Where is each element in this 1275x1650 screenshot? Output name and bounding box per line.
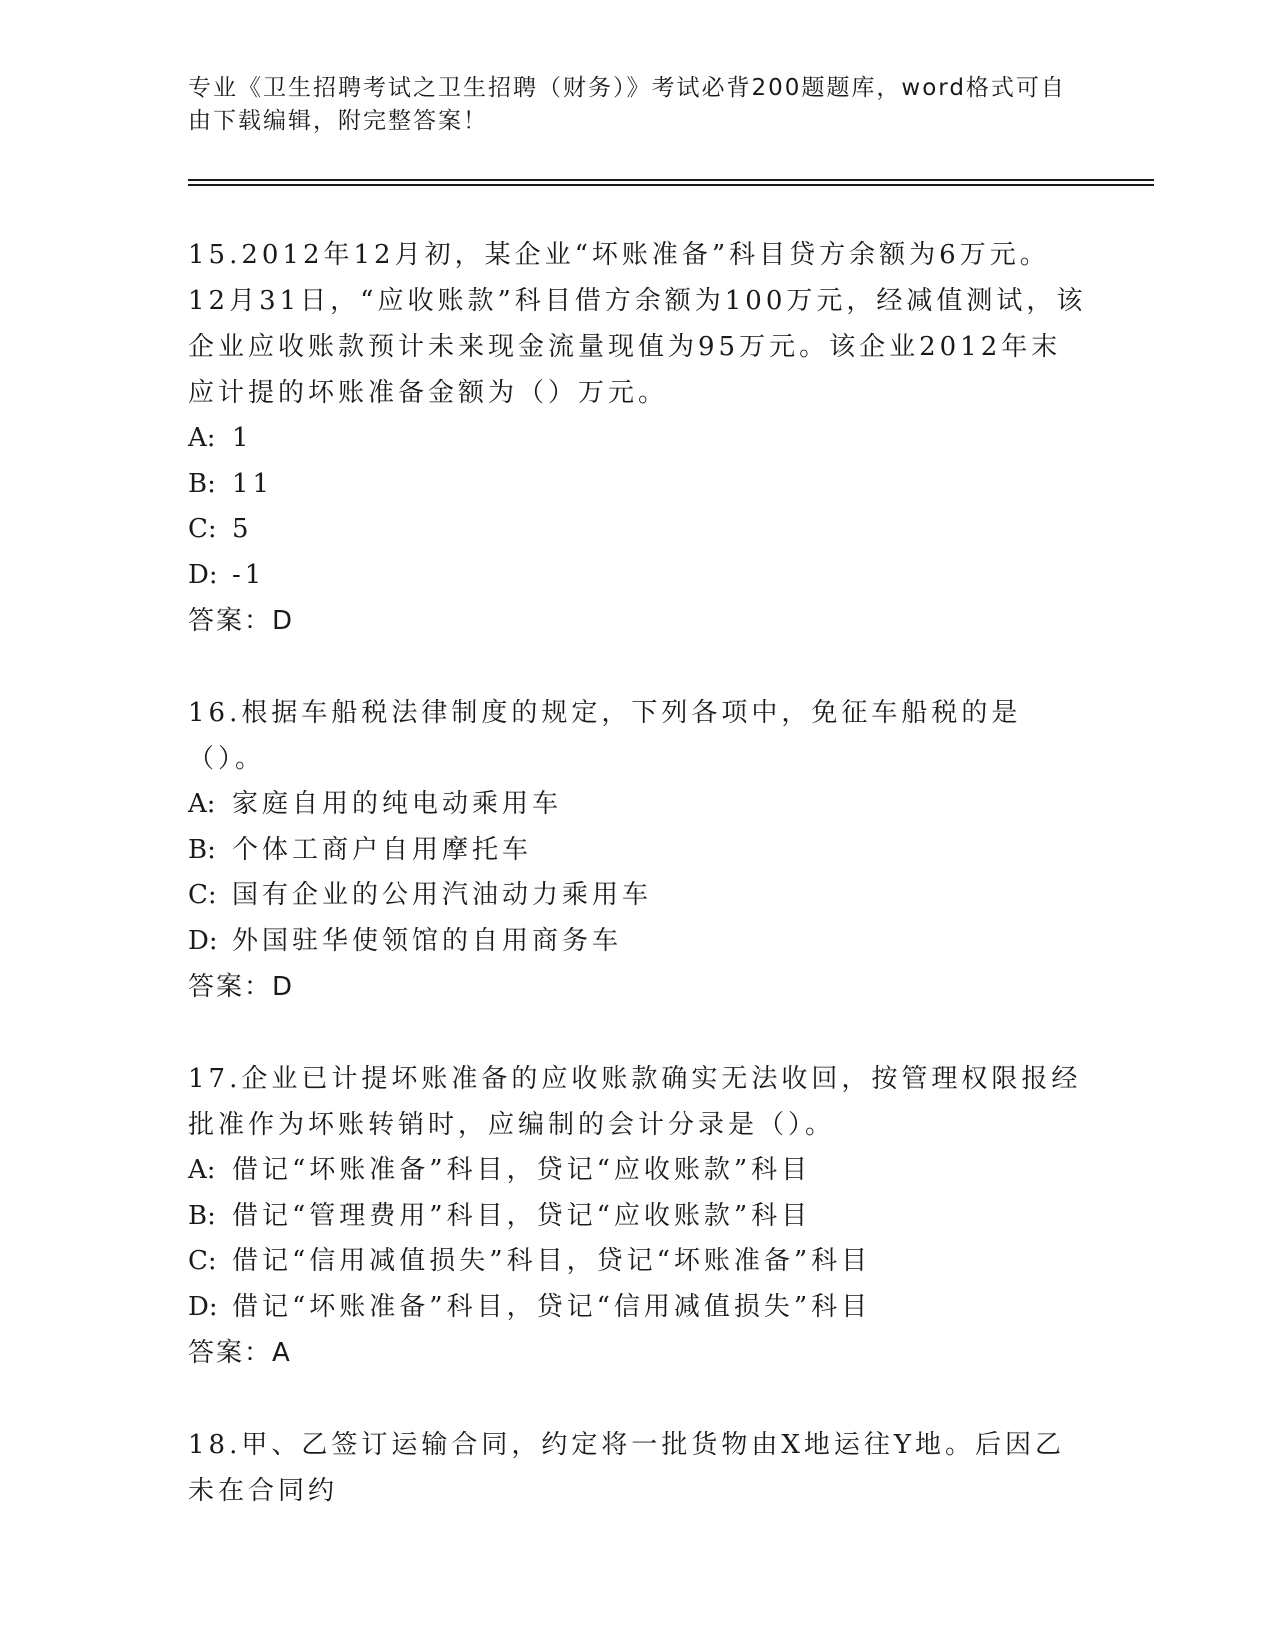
option-key: D: bbox=[188, 559, 218, 590]
question-text: 18.甲、乙签订运输合同，约定将一批货物由X地运往Y地。后因乙未在合同约 bbox=[188, 1430, 1066, 1506]
question-18 bbox=[188, 1422, 1088, 1514]
header-line-1: 专业《卫生招聘考试之卫生招聘（财务）》考试必背200题题库，word格式可自 bbox=[188, 75, 1066, 101]
option-d bbox=[188, 553, 1088, 599]
option-key: C: bbox=[188, 514, 217, 544]
option-key: B: bbox=[188, 834, 216, 865]
option-key: D: bbox=[188, 1291, 218, 1322]
option-key: B: bbox=[188, 1200, 216, 1231]
option-a bbox=[188, 1148, 1088, 1194]
option-key: C: bbox=[188, 1246, 217, 1276]
answer-line: 答案：D bbox=[188, 606, 295, 636]
option-text: 5 bbox=[232, 514, 253, 544]
question-16 bbox=[188, 690, 1088, 1010]
option-key: A: bbox=[188, 423, 216, 453]
option-d bbox=[188, 1285, 1088, 1331]
option-text: 1 bbox=[232, 423, 253, 453]
option-text: 个体工商户自用摩托车 bbox=[232, 834, 533, 865]
option-key: B: bbox=[188, 468, 216, 499]
option-d bbox=[188, 919, 1088, 965]
option-c bbox=[188, 1239, 1088, 1285]
question-15 bbox=[188, 232, 1088, 644]
header-rule-bottom bbox=[188, 184, 1154, 186]
option-key: C: bbox=[188, 880, 217, 910]
option-text: 11 bbox=[232, 468, 274, 499]
answer-line: 答案：A bbox=[188, 1338, 292, 1368]
option-text: 外国驻华使领馆的自用商务车 bbox=[232, 925, 623, 956]
option-a bbox=[188, 782, 1088, 828]
question-list bbox=[188, 232, 1088, 1560]
option-text: 国有企业的公用汽油动力乘用车 bbox=[232, 880, 653, 910]
question-text: 17.企业已计提坏账准备的应收账款确实无法收回，按管理权限报经批准作为坏账转销时，应编制的会计分录是（）。 bbox=[188, 1064, 1082, 1140]
question-17 bbox=[188, 1056, 1088, 1376]
header-rule-top bbox=[188, 179, 1154, 181]
document-header bbox=[188, 72, 1068, 138]
question-text: 16.根据车船税法律制度的规定，下列各项中，免征车船税的是（）。 bbox=[188, 698, 1022, 774]
option-b bbox=[188, 1194, 1088, 1240]
option-b bbox=[188, 462, 1088, 508]
option-text: -1 bbox=[232, 559, 266, 590]
option-text: 借记“信用减值损失”科目，贷记“坏账准备”科目 bbox=[232, 1246, 872, 1276]
question-text: 15.2012年12月初，某企业“坏账准备”科目贷方余额为6万元。12月31日，“应收账款”科目借方余额为100万元，经减值测试，该企业应收账款预计未来现金流量现值为95万元。该企业2012年末应计提的坏账准备金额为（）万元。 bbox=[188, 240, 1087, 408]
option-a bbox=[188, 416, 1088, 462]
option-text: 家庭自用的纯电动乘用车 bbox=[232, 789, 563, 819]
option-c bbox=[188, 507, 1088, 553]
option-key: A: bbox=[188, 789, 216, 819]
option-key: D: bbox=[188, 925, 218, 956]
option-c bbox=[188, 873, 1088, 919]
header-line-2: 由下载编辑，附完整答案！ bbox=[188, 108, 488, 134]
option-text: 借记“坏账准备”科目，贷记“应收账款”科目 bbox=[232, 1155, 812, 1185]
option-text: 借记“坏账准备”科目，贷记“信用减值损失”科目 bbox=[232, 1291, 872, 1322]
answer-line: 答案：D bbox=[188, 972, 295, 1002]
option-key: A: bbox=[188, 1155, 216, 1185]
option-text: 借记“管理费用”科目，贷记“应收账款”科目 bbox=[232, 1200, 812, 1231]
option-b bbox=[188, 828, 1088, 874]
